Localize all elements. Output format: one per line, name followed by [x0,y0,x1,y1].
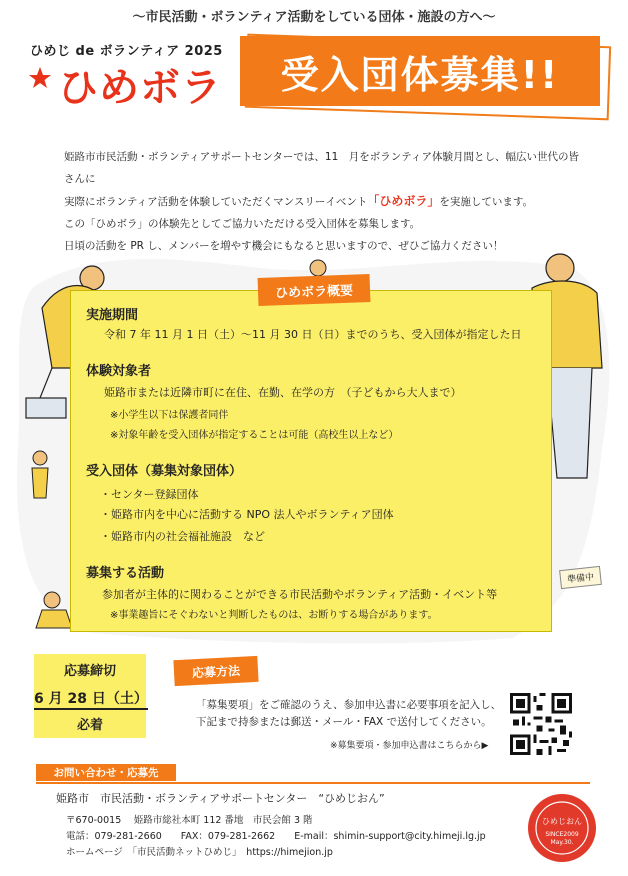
orgs-heading: 受入団体（募集対象団体） [86,464,243,479]
deadline-must: 必着 [76,718,103,733]
tagline: 〜市民活動・ボランティア活動をしている団体・施設の方へ〜 [132,10,496,25]
intro-line-4: 日頃の活動を PR し、メンバーを増やす機会にもなると思いますので、ぜひご協力ください！ [64,240,504,252]
seal-since-text: SINCE2009 [545,831,579,838]
star-icon [28,66,52,90]
preparing-sign-label: 準備中 [559,566,602,589]
orgs-item-2: ・姫路市内を中心に活動する NPO 法人やボランティア団体 [100,508,394,521]
summary-tab: ひめボラ概要 [258,274,371,306]
period-text: 令和 7 年 11 月 1 日（土）〜11 月 30 日（日）までのうち、受入団体が指定した日 [104,328,522,341]
preparing-sign [560,568,601,587]
intro-line-2-pre: 実際にボランティア活動を体験していただくマンスリーイベント [64,196,368,208]
deadline-date [34,688,146,708]
himejion-seal-logo [526,792,598,864]
deadline-date-text: 6 月 28 日（土） [34,691,148,710]
orgs-item-1: ・センター登録団体 [100,488,199,501]
contact-org: 姫路市 市民活動・ボランティアサポートセンター “ひめじおん” [56,792,385,805]
brand-logo: ひめボラ [58,65,222,111]
contact-website[interactable]: ホームページ 「市民活動ネットひめじ」 https://himejion.jp [66,847,333,858]
activities-heading: 募集する活動 [86,566,165,581]
period-heading: 実施期間 [86,308,139,323]
intro-text [64,146,584,257]
himebora-highlight: 「ひめボラ」 [367,194,440,208]
seal-center-text: ひめじおん [542,817,582,826]
target-heading: 体験対象者 [86,364,152,379]
deadline-heading: 応募締切 [63,664,116,679]
activities-note: ※事業趣旨にそぐわないと判断したものは、お断りする場合があります。 [110,610,438,621]
brand-subtitle: ひめじ de ボランティア 2025 [30,44,223,59]
contact-tab: お問い合わせ・応募先 [36,764,176,781]
intro-line-2 [64,190,584,213]
recruit-banner: 受入団体募集!! [240,36,600,106]
target-text: 姫路市または近隣市町に在住、在勤、在学の方 （子どもから大人まで） [104,386,462,399]
apply-note-link[interactable]: ※募集要項・参加申込書はこちらから▶ [330,741,489,751]
orgs-item-3: ・姫路市内の社会福祉施設 など [100,530,265,543]
apply-text-2: 下記まで持参または郵送・メール・FAX で送付してください。 [196,716,492,728]
target-note-2: ※対象年齢を受入団体が指定することは可能（高校生以上など） [110,430,399,441]
seal-date-text: May.30. [550,839,574,846]
intro-line-3: この「ひめボラ」の体験先としてご協力いただける受入団体を募集します。 [64,218,421,230]
target-note-1: ※小学生以下は保護者同伴 [110,410,229,421]
qr-code[interactable] [510,693,572,755]
contact-address: 〒670-0015 姫路市総社本町 112 番地 市民会館 3 階 [66,815,313,826]
activities-text: 参加者が主体的に関わることができる市民活動やボランティア活動・イベント等 [102,588,498,601]
intro-line-1: 姫路市市民活動・ボランティアサポートセンターでは、11 月をボランティア体験月間とし、幅広い世代の皆さんに [64,151,579,185]
contact-phone-email: 電話：079-281-2660 FAX：079-281-2662 E-mail：shimin-support@city.himeji.lg.jp [66,831,486,842]
apply-text-1: 「募集要項」をご確認のうえ、参加申込書に必要事項を記入し、 [196,699,502,711]
intro-line-2-post: を実施しています。 [439,196,534,208]
apply-tab: 応募方法 [173,656,258,686]
